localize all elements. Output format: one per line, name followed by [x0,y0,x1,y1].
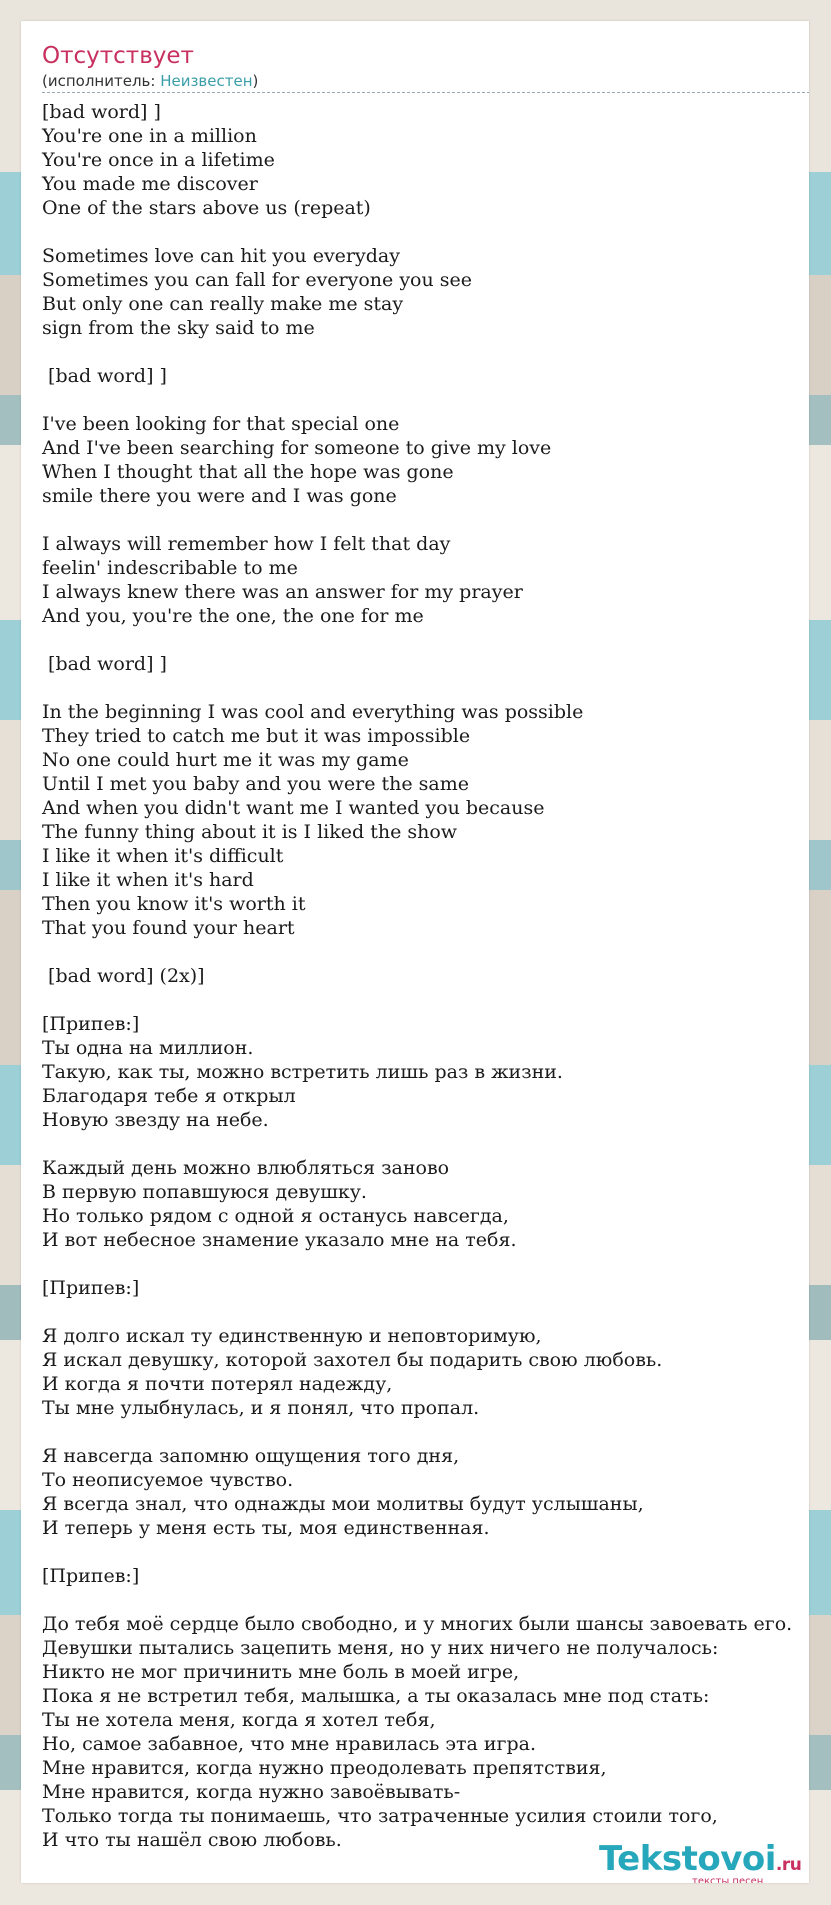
lyric-line: You made me discover [42,173,258,195]
lyric-line: Ты одна на миллион. [42,1037,254,1059]
lyric-line: In the beginning I was cool and everything was possible [42,701,584,723]
lyric-line: Sometimes love can hit you everyday [42,245,400,267]
lyrics-card [21,21,809,1883]
lyric-line: До тебя моё сердце было свободно, и у многих были шансы завоевать его. [42,1613,793,1635]
lyric-line: I always knew there was an answer for my prayer [42,581,523,603]
song-title: Отсутствует [42,43,194,69]
lyric-line: Новую звезду на небе. [42,1109,269,1131]
lyric-line [42,1420,809,1444]
lyric-line [42,388,809,412]
lyric-line: Благодаря тебе я открыл [42,1085,296,1107]
lyric-line: smile there you were and I was gone [42,485,397,507]
lyric-line: Никто не мог причинить мне боль в моей игре, [42,1661,520,1683]
lyric-line [42,1588,809,1612]
artist-link[interactable]: Неизвестен [160,72,253,90]
lyric-line [42,340,809,364]
lyric-line: I always will remember how I felt that day [42,533,451,555]
lyric-line: То неописуемое чувство. [42,1469,294,1491]
lyric-line: And when you didn't want me I wanted you because [42,797,545,819]
lyric-line: [bad word] ] [42,365,167,387]
artist-line [42,71,809,93]
lyric-line [42,940,809,964]
lyric-line: [bad word] ] [42,101,161,123]
lyric-line [42,676,809,700]
artist-suffix: ) [252,72,259,90]
lyric-line: Но, самое забавное, что мне нравилась эта игра. [42,1733,537,1755]
logo-tagline: тексты песен [692,1876,764,1883]
lyric-line: feelin' indescribable to me [42,557,298,579]
lyric-line: I like it when it's difficult [42,845,284,867]
lyric-line: И вот небесное знамение указало мне на тебя. [42,1229,517,1251]
lyric-line: Then you know it's worth it [42,893,306,915]
lyric-line: sign from the sky said to me [42,317,315,339]
lyric-line: Sometimes you can fall for everyone you see [42,269,473,291]
lyric-line: Девушки пытались зацепить меня, но у них ничего не получалось: [42,1637,719,1659]
lyric-line: Мне нравится, когда нужно завоёвывать- [42,1781,461,1803]
lyric-line: [bad word] ] [42,653,167,675]
lyric-line: They tried to catch me but it was impossible [42,725,471,747]
lyric-line: When I thought that all the hope was gone [42,461,454,483]
lyric-line [42,988,809,1012]
lyric-line: No one could hurt me it was my game [42,749,409,771]
lyric-line: You're one in a million [42,125,257,147]
lyric-line: Я искал девушку, которой захотел бы подарить свою любовь. [42,1349,663,1371]
lyric-line: Ты не хотела меня, когда я хотел тебя, [42,1709,436,1731]
lyric-line: Я долго искал ту единственную и неповторимую, [42,1325,542,1347]
lyric-line: One of the stars above us (repeat) [42,197,371,219]
lyric-line: [Припев:] [42,1277,140,1299]
artist-prefix: (исполнитель: [42,72,161,90]
lyric-line: Мне нравится, когда нужно преодолевать препятствия, [42,1757,607,1779]
lyric-line: [Припев:] [42,1013,140,1035]
lyric-line: That you found your heart [42,917,295,939]
lyric-line [42,1300,809,1324]
lyric-line [42,1252,809,1276]
lyric-line [42,220,809,244]
lyric-line: Я всегда знал, что однажды мои молитвы будут услышаны, [42,1493,644,1515]
lyric-line: [Припев:] [42,1565,140,1587]
site-logo[interactable] [599,1839,809,1883]
logo-tld: .ru [775,1855,802,1875]
lyric-line [42,508,809,532]
logo-name: Tekstovoi [599,1839,776,1879]
lyric-line [42,1132,809,1156]
lyric-line: Каждый день можно влюбляться заново [42,1157,450,1179]
lyric-line [42,1540,809,1564]
lyric-line: Until I met you baby and you were the same [42,773,470,795]
lyric-line: But only one can really make me stay [42,293,404,315]
lyric-line: I've been looking for that special one [42,413,400,435]
lyric-line: Но только рядом с одной я останусь навсегда, [42,1205,509,1227]
lyric-line: Только тогда ты понимаешь, что затраченные усилия стоили того, [42,1805,718,1827]
lyric-line: И когда я почти потерял надежду, [42,1373,393,1395]
lyric-line: [bad word] (2x)] [42,965,205,987]
lyric-line: Такую, как ты, можно встретить лишь раз в жизни. [42,1061,563,1083]
lyric-line: The funny thing about it is I liked the show [42,821,458,843]
lyric-line [42,628,809,652]
lyric-line: Я навсегда запомню ощущения того дня, [42,1445,460,1467]
lyric-line: И что ты нашёл свою любовь. [42,1829,342,1851]
lyrics-text [42,100,809,1852]
lyric-line: Пока я не встретил тебя, малышка, а ты оказалась мне под стать: [42,1685,710,1707]
lyric-line: В первую попавшуюся девушку. [42,1181,367,1203]
lyric-line: I like it when it's hard [42,869,254,891]
lyric-line: Ты мне улыбнулась, и я понял, что пропал. [42,1397,480,1419]
lyric-line: You're once in a lifetime [42,149,275,171]
lyric-line: And I've been searching for someone to give my love [42,437,552,459]
lyric-line: И теперь у меня есть ты, моя единственная. [42,1517,490,1539]
lyric-line: And you, you're the one, the one for me [42,605,424,627]
